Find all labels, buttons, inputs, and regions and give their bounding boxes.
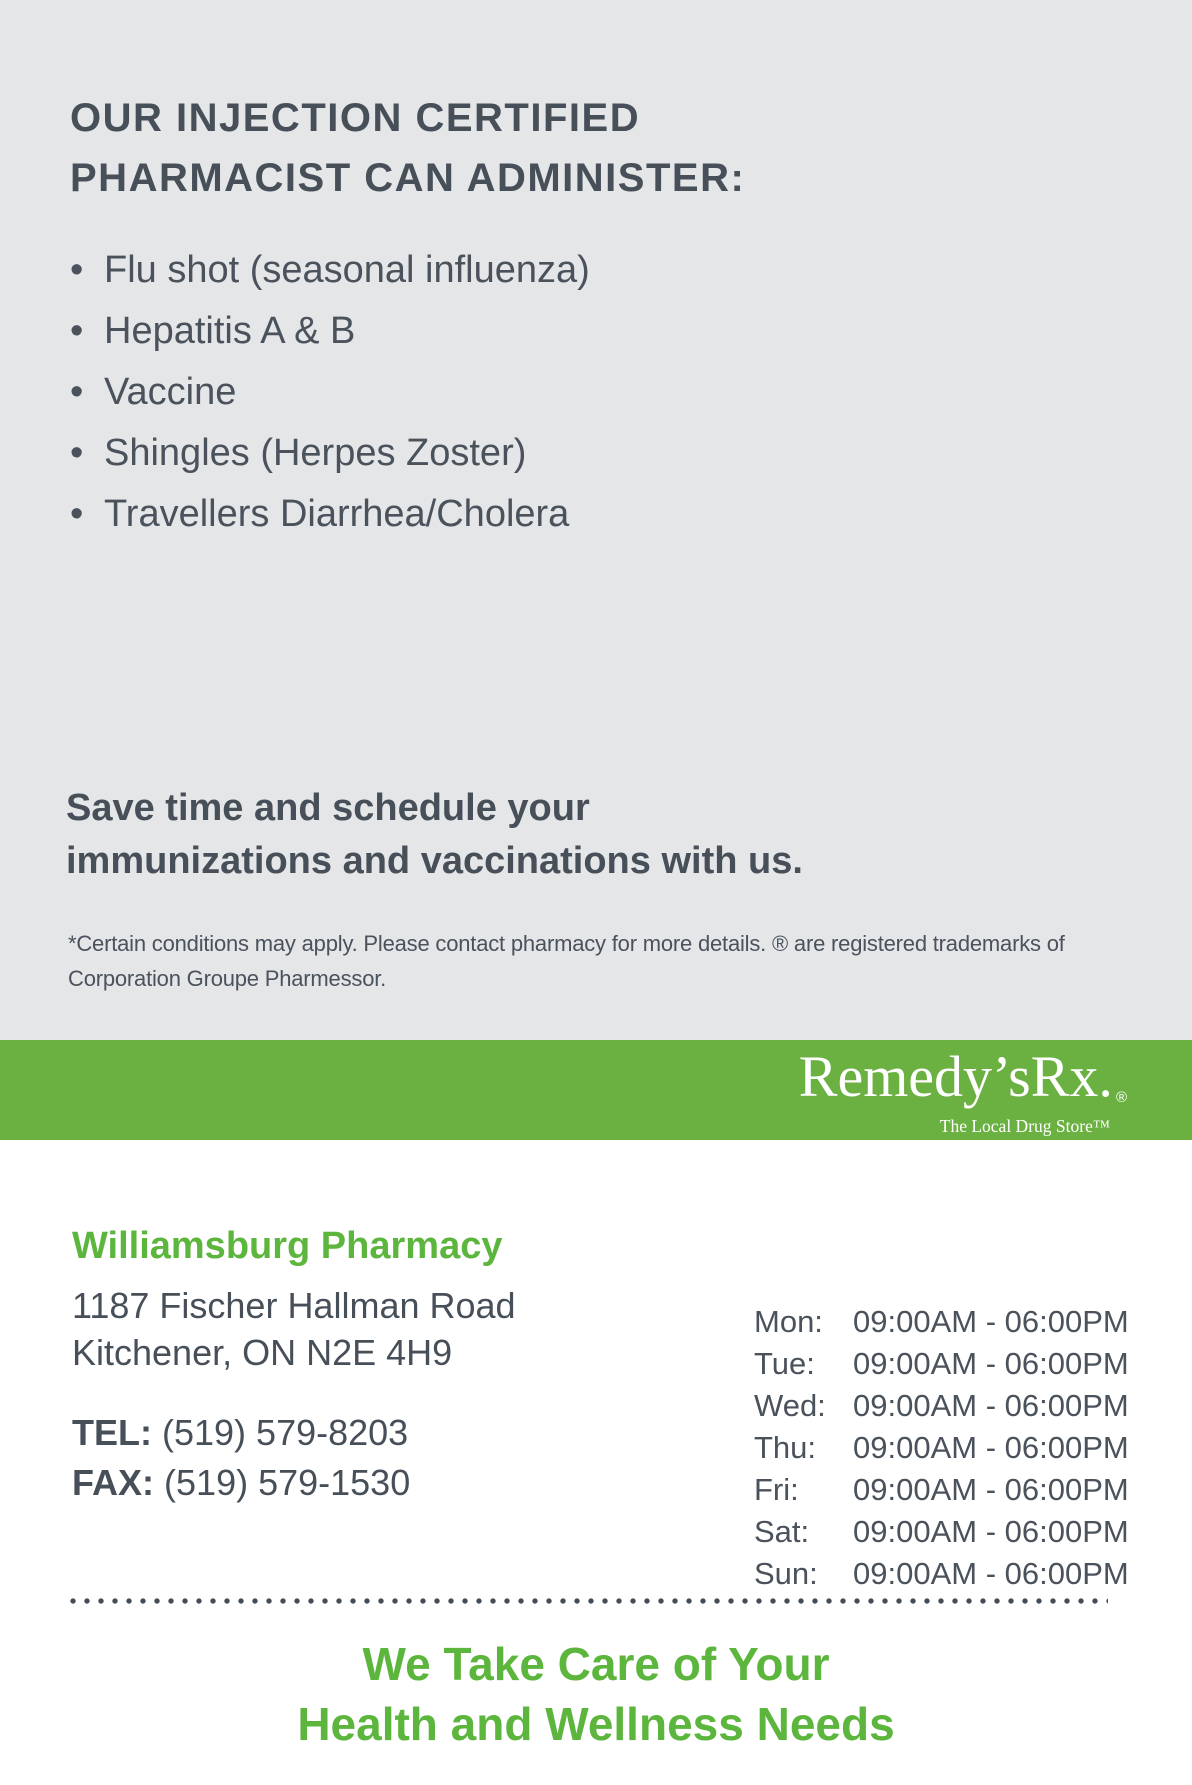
bullet-icon: • [70,310,84,352]
fax-label: FAX: [72,1462,155,1503]
hours-day: Mon: [754,1304,823,1339]
hours-row [754,1301,1129,1343]
list-item [70,423,590,484]
vaccine-list [70,240,590,545]
hours-time: 09:00AM - 06:00PM [853,1304,1129,1339]
bullet-icon: • [70,432,84,474]
hours-time: 09:00AM - 06:00PM [853,1472,1129,1507]
hours-row [754,1553,1129,1595]
pharmacy-address [72,1282,516,1376]
list-item [70,240,590,301]
slogan-line2: Health and Wellness Needs [297,1698,895,1750]
registered-trademark-icon: ® [1115,1089,1127,1106]
hours-time: 09:00AM - 06:00PM [853,1514,1129,1549]
bullet-icon: • [70,493,84,535]
hours-time: 09:00AM - 06:00PM [853,1556,1129,1591]
list-item-label: Flu shot (seasonal influenza) [104,249,590,291]
section-heading-line1: OUR INJECTION CERTIFIED [70,96,641,140]
hours-row [754,1469,1129,1511]
hours-row [754,1343,1129,1385]
slogan-line1: We Take Care of Your [362,1638,830,1690]
hours-day: Tue: [754,1346,815,1381]
hours-time: 09:00AM - 06:00PM [853,1388,1129,1423]
pharmacy-name: Williamsburg Pharmacy [72,1225,503,1267]
hours-table [754,1301,1129,1595]
section-heading-line2: PHARMACIST CAN ADMINISTER: [70,156,746,200]
fax-number: (519) 579-1530 [164,1462,411,1503]
bullet-icon: • [70,249,84,291]
save-time-line2: immunizations and vaccinations with us. [66,840,803,882]
address-line1: 1187 Fischer Hallman Road [72,1285,516,1326]
fine-print-line2: Corporation Groupe Pharmessor. [68,966,387,991]
logo-text: Remedy’sRx. [798,1044,1113,1109]
save-time-message [66,782,803,888]
list-item-label: Hepatitis A & B [104,310,356,352]
bullet-icon: • [70,371,84,413]
pharmacy-contact [72,1408,410,1508]
logo-wordmark [798,1044,1127,1123]
hours-day: Wed: [754,1388,826,1423]
list-item [70,301,590,362]
list-item [70,362,590,423]
fine-print-line1: *Certain conditions may apply. Please contact pharmacy for more details. ® are registered trademarks of [68,931,1065,956]
list-item-label: Travellers Diarrhea/Cholera [104,493,570,535]
list-item [70,484,590,545]
fine-print [68,926,1078,996]
section-heading [70,88,745,208]
hours-day: Sun: [754,1556,818,1591]
remedysrx-logo [798,1044,1127,1136]
hours-row [754,1385,1129,1427]
hours-day: Fri: [754,1472,799,1507]
hours-row [754,1427,1129,1469]
list-item-label: Vaccine [104,371,237,413]
list-item-label: Shingles (Herpes Zoster) [104,432,527,474]
save-time-line1: Save time and schedule your [66,787,590,829]
hours-row [754,1511,1129,1553]
hours-time: 09:00AM - 06:00PM [853,1346,1129,1381]
tel-label: TEL: [72,1412,152,1453]
dotted-divider [66,1598,1108,1604]
hours-day: Thu: [754,1430,817,1465]
hours-time: 09:00AM - 06:00PM [853,1430,1129,1465]
address-line2: Kitchener, ON N2E 4H9 [72,1332,453,1373]
slogan [0,1634,1192,1754]
hours-day: Sat: [754,1514,810,1549]
brand-banner [0,1040,1192,1140]
tel-number: (519) 579-8203 [162,1412,409,1453]
logo-tagline: The Local Drug Store™ [939,1116,1110,1136]
